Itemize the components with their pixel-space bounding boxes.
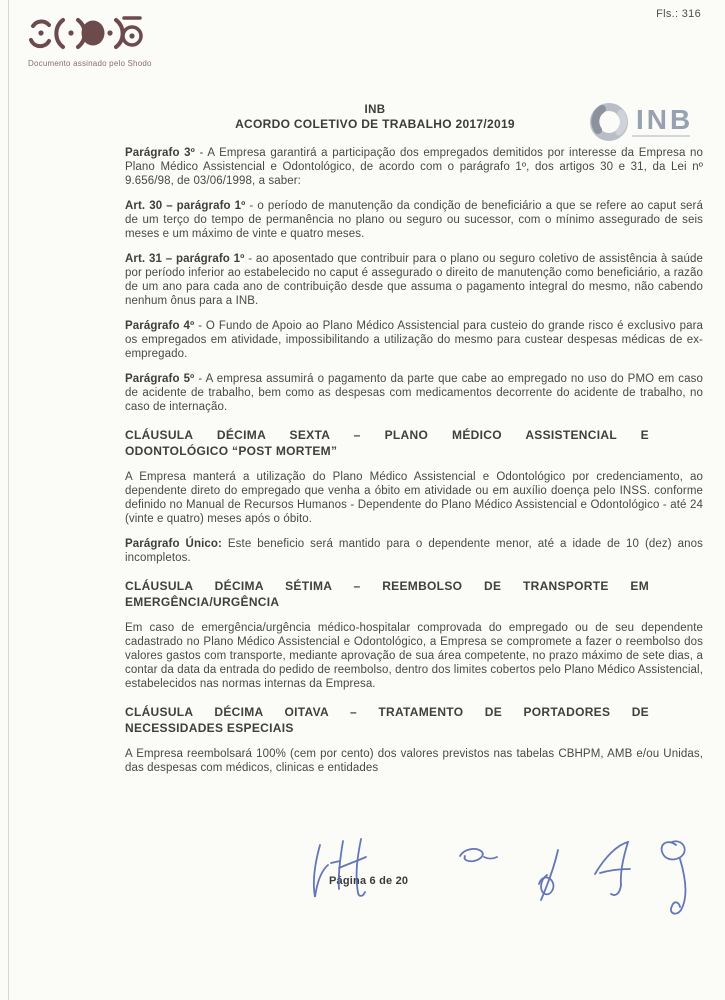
inb-logo-icon [588,99,630,143]
signature-stroke [357,839,365,896]
signature-stroke [460,849,483,861]
document-body [125,146,703,786]
signature-stroke [314,845,328,897]
paragraph: Art. 31 – parágrafo 1º - ao aposentado que contribuir para o plano ou seguro coletivo de assistência à saúde por período inferior ao estabelecido no caput é assegurado o direito de manutenção como beneficiário, a razão de um ano para cada ano de contribuição desde que assuma o pagamento integral do mesmo, não cabendo nenhum ônus para a INB. [125,253,703,307]
title-org: INB [364,104,386,116]
inb-logo-wordmark: INB [630,106,693,137]
paragraph: Parágrafo 4º - O Fundo de Apoio ao Plano Médico Assistencial para custeio do grande risco é exclusivo para os empregados em atividade, impossibilitando a utilização do mesmo para custear despesas médicas de ex-empregado. [125,320,703,360]
clause-heading: CLÁUSULA DÉCIMA SÉTIMA – REEMBOLSO DE TRANSPORTE EM EMERGÊNCIA/URGÊNCIA [125,579,649,609]
paragraph: A Empresa manterá a utilização do Plano Médico Assistencial e Odontológico por credenciamento, ao dependente direto do empregado que venha a óbito em atividade ou em auxílio doença pelo INSS. conforme definido no Manual de Recursos Humanos - Dependente do Plano Médico Assistencial e Odontológico - até 24 (vinte e quatro) meses após o óbito. [125,471,703,525]
signature-stroke [339,841,343,889]
signature-stroke [671,859,686,914]
inb-logo-tagline [632,135,690,137]
shodo-logo-icon [26,12,144,56]
paragraph: A Empresa reembolsará 100% (cem por cento) dos valores previstos nas tabelas CBHPM, AMB e/ou Unidas, das despesas com médicos, clinicas e entidades [125,748,703,774]
signature-stroke [541,850,558,900]
inb-logo [588,97,713,145]
paragraph: Parágrafo Único: Este beneficio será mantido para o dependente menor, até a idade de 10 (dez) anos incompletos. [125,538,703,564]
signature-stroke [331,861,340,863]
signature-stroke [600,869,630,873]
clause-heading: CLÁUSULA DÉCIMA SEXTA – PLANO MÉDICO ASSISTENCIAL E ODONTOLÓGICO “POST MORTEM” [125,428,649,458]
shodo-stamp [26,12,186,68]
signature-stroke [611,885,621,895]
paragraph: Parágrafo 3º - A Empresa garantirá a participação dos empregados demitidos por interesse da Empresa no Plano Médico Assistencial e Odontológico, de acordo com o parágrafo 1º, dos artigos 30 e 31, da Lei nº 9.656/98, de 03/06/1998, a saber: [125,147,703,187]
signature-stroke [595,842,628,885]
document-title [125,104,625,131]
handwritten-signatures [295,823,710,948]
signature-stroke [339,857,366,868]
signature-stroke [662,841,685,859]
scan-edge-line [8,0,9,1000]
shodo-caption: Documento assinado pelo Shodo [28,59,152,68]
clause-heading: CLÁUSULA DÉCIMA OITAVA – TRATAMENTO DE PORTADORES DE NECESSIDADES ESPECIAIS [125,705,649,735]
paragraph: Em caso de emergência/urgência médico-hospitalar comprovada do empregado ou de seu dependente cadastrado no Plano Médico Assistencial e Odontológico, a Empresa se compromete a fazer o reembolso dos valores gastos com transporte, mediante aprovação de sua área competente, no prazo máximo de sete dias, a contar da data da entrada do pedido de reembolso, dentro dos limites cobertos pelo Plano Médico Assistencial, estabelecidos nas normas internas da Empresa. [125,622,703,690]
signature-stroke [539,875,553,894]
paragraph: Parágrafo 5º - A empresa assumirá o pagamento da parte que cabe ao empregado no uso do PMO em caso de acidente de trabalho, bem como as despesas com medicamentos decorrente do acidente de trabalho, no caso de internação. [125,373,703,413]
folio-number: Fls.: 316 [656,8,701,20]
signature-stroke [484,857,497,859]
title-main: ACORDO COLETIVO DE TRABALHO 2017/2019 [235,117,515,131]
page-number: Página 6 de 20 [329,875,409,887]
scan-edge-shadow [0,0,6,1000]
paragraph: Art. 30 – parágrafo 1º - o período de manutenção da condição de beneficiário a que se refere ao caput será de um terço do tempo de permanência no plano ou seguro ou sucessor, com o mínimo assegurado de seis meses e um máximo de vinte e quatro meses. [125,200,703,240]
